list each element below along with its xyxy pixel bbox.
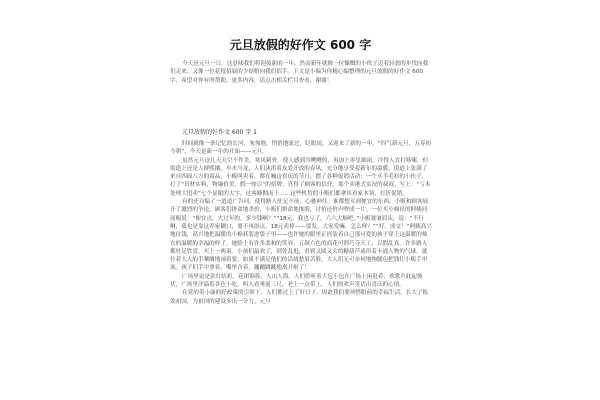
document-page (148, 30, 453, 400)
section-subheading: 元旦放假的好作文 600 字 1 (182, 129, 257, 136)
body-paragraph: 虽然元旦这几天天空不作美，寒风刺骨，使人感到冷飕飕的，再加上零星細雨，冷得人直打哆嗦，但街道上还是人群熙攘，车水马龙，人们沐浴着友爱开放的春风，充分地享受着新年的温暖。街道上张满了来自四面八方的商品，小贩叫卖着，都在喊这喜庆的节日，摆了各种促销活动：一个买羊毛衫的小伙子，打了“真材实料，物廉价美，假一赔百”的招牌，喜得了顾客的信任。那个卖港式实况的叔叔，写上：“亏本处理大甩卖”七个显眼的大字，过客蜂拥而上……这些机智的小贩们都拿出看家本领，打折促销。 (170, 157, 431, 197)
body-paragraph: 有的还自编了一道道广告词，使得路人驻足不前，心驰神往。谁都想买到便宜的东西，小贩和顾客展开了激烈的争论，顾客们拼命地杀价，小贩们拼命地推脱，讨价还价声吵成一片。一位买小棉袄的阿姨问商贩说：“便宜点，大过年的，多少钱啊？”“18元，我也亏了，六六大顺吧。”小贩皱皱眉头，说：“不行啊，我也是靠这养家糊口，要不再添点，18元卖掉——要发，大家发嘛，怎么样？”“好，成交！”阿姨高兴地付钱，高兴地把温暖的小棉袄装进袋子里——也许她的眼里正经装着自己那可爱的孩子穿上这温暖的棉衣的温暖的幸福的样子。她脸上有许多柔和的笑容，五颜六色的商花可谓巧夺天工，以假乱真。许多路人都驻足欣赏，买上一两束。小孩们最欢了，到处乱逛，看到又圆又大的糖葫芦或印着卡通人物的气球，就拉着大人的手嚷嚷地闹着要。如果不满足他们的话就愁眉苦脸，大人们无可奈何地掏腰包把钱往小贩手里塞。孩子们手中拿着，嘴里含着，蹦蹦跳跳地离开啦了！ (170, 199, 432, 272)
body-paragraph: 广场里更是张灯结彩，花团锦簇，人山人海，人们聆听着大包小包在广场上闲逛着，欢歌声此起彼伏，广场里洋溢着各色小吃，叫人看垂涎三尺，老上一点带上，人们的欢声笑语出喜庆的心情。 (170, 273, 423, 289)
body-paragraph: 时间就像一条记忆的长河，匆匆地，悄悄地流过，眨眼间，又迎来了新的一年，“四气新元旦，万寿初今朝”，今天是新一年的开始——元旦。 (170, 141, 432, 156)
document-title: 元旦放假的好作文 600 字 (229, 38, 372, 52)
intro-paragraph: 今天是元旦一日，这意味我们将迎接新的一年。然而新年就像一位慷慨的小伙子迈着轻盈的步伐向我们走来。又像一位花枝招展的少姑娘向我们招手。下文是小编为你精心编整理的元旦放假的好作文 600 字，希望对你有所帮助。更多内容，请点击相关栏目查看，谢谢！ (170, 61, 429, 84)
essay-body (170, 140, 432, 306)
body-paragraph: 在党的英小康的好政策的引领下，人们都过上了好日子，因此我们要珍惜眼前的幸福生活，长大了报效祖国，为祖国的建设多出一分力。元旦 (170, 290, 429, 305)
